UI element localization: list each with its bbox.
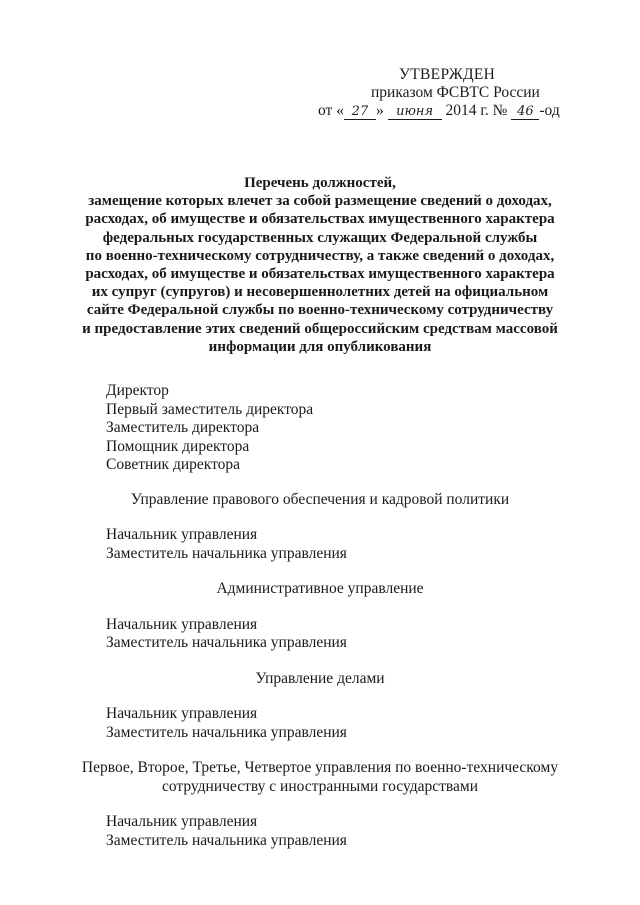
section-heading: Первое, Второе, Третье, Четвертое управления по военно-техническому: [81, 759, 559, 776]
section-administrative: [0, 580, 640, 653]
section-heading: Управление правового обеспечения и кадровой политики: [130, 490, 510, 508]
section-legal-hr: [0, 491, 640, 564]
section-affairs: [0, 670, 640, 743]
title-line: федеральных государственных служащих Федеральной службы: [102, 229, 538, 246]
section-positions: [106, 616, 640, 653]
position-item: Помощник директора: [106, 437, 250, 455]
approval-stamp: [318, 66, 578, 120]
title-line: и предоставление этих сведений общероссийским средствам массовой: [82, 320, 558, 337]
title-line: расходах, об имуществе и обязательствах имущественного характера: [85, 211, 555, 228]
leadership-list: [106, 382, 640, 475]
position-item: Начальник управления: [106, 705, 258, 722]
date-mid: »: [375, 102, 384, 119]
handwritten-day: 27: [344, 105, 376, 120]
handwritten-order-number: 46: [511, 105, 539, 120]
document-title: [60, 174, 580, 356]
title-line: по военно-техническому сотрудничеству, а также сведений о доходах,: [85, 247, 555, 264]
position-item: Первый заместитель директора: [106, 400, 314, 418]
section-international-cooperation: [0, 759, 640, 850]
position-item: Заместитель начальника управления: [106, 831, 347, 849]
section-heading: Управление делами: [255, 669, 385, 687]
title-line: замещение которых влечет за собой размещение сведений о доходах,: [88, 193, 552, 210]
section-positions: [106, 526, 640, 563]
position-item: Заместитель директора: [106, 419, 260, 436]
number-suffix: -од: [539, 102, 560, 119]
title-line: информации для опубликования: [208, 338, 432, 355]
position-item: Заместитель начальника управления: [106, 544, 347, 562]
section-heading: Административное управление: [216, 580, 424, 597]
position-item: Заместитель начальника управления: [106, 723, 347, 741]
section-positions: [106, 813, 640, 850]
approval-date-line: [318, 102, 578, 120]
position-item: Начальник управления: [106, 813, 258, 830]
title-line: Перечень должностей,: [244, 175, 396, 191]
position-item: Директор: [106, 382, 169, 399]
section-positions: [106, 705, 640, 742]
approval-order-line: приказом ФСВТС России: [371, 84, 540, 101]
date-prefix: от «: [318, 102, 344, 119]
year-text: 2014 г. №: [445, 102, 508, 119]
handwritten-month: июня: [388, 105, 442, 120]
position-item: Начальник управления: [106, 615, 258, 633]
positions-body: [0, 382, 640, 850]
title-line: расходах, об имуществе и обязательствах имущественного характера: [85, 266, 555, 283]
title-line: сайте Федеральной службы по военно-техническому сотрудничеству: [86, 302, 554, 319]
section-heading: сотрудничеству с иностранными государствами: [161, 777, 479, 795]
title-line: их супруг (супругов) и несовершеннолетних детей на официальном: [91, 284, 549, 301]
position-item: Начальник управления: [106, 526, 258, 543]
position-item: Советник директора: [106, 456, 241, 473]
position-item: Заместитель начальника управления: [106, 634, 347, 651]
approval-title: УТВЕРЖДЕН: [399, 66, 496, 83]
